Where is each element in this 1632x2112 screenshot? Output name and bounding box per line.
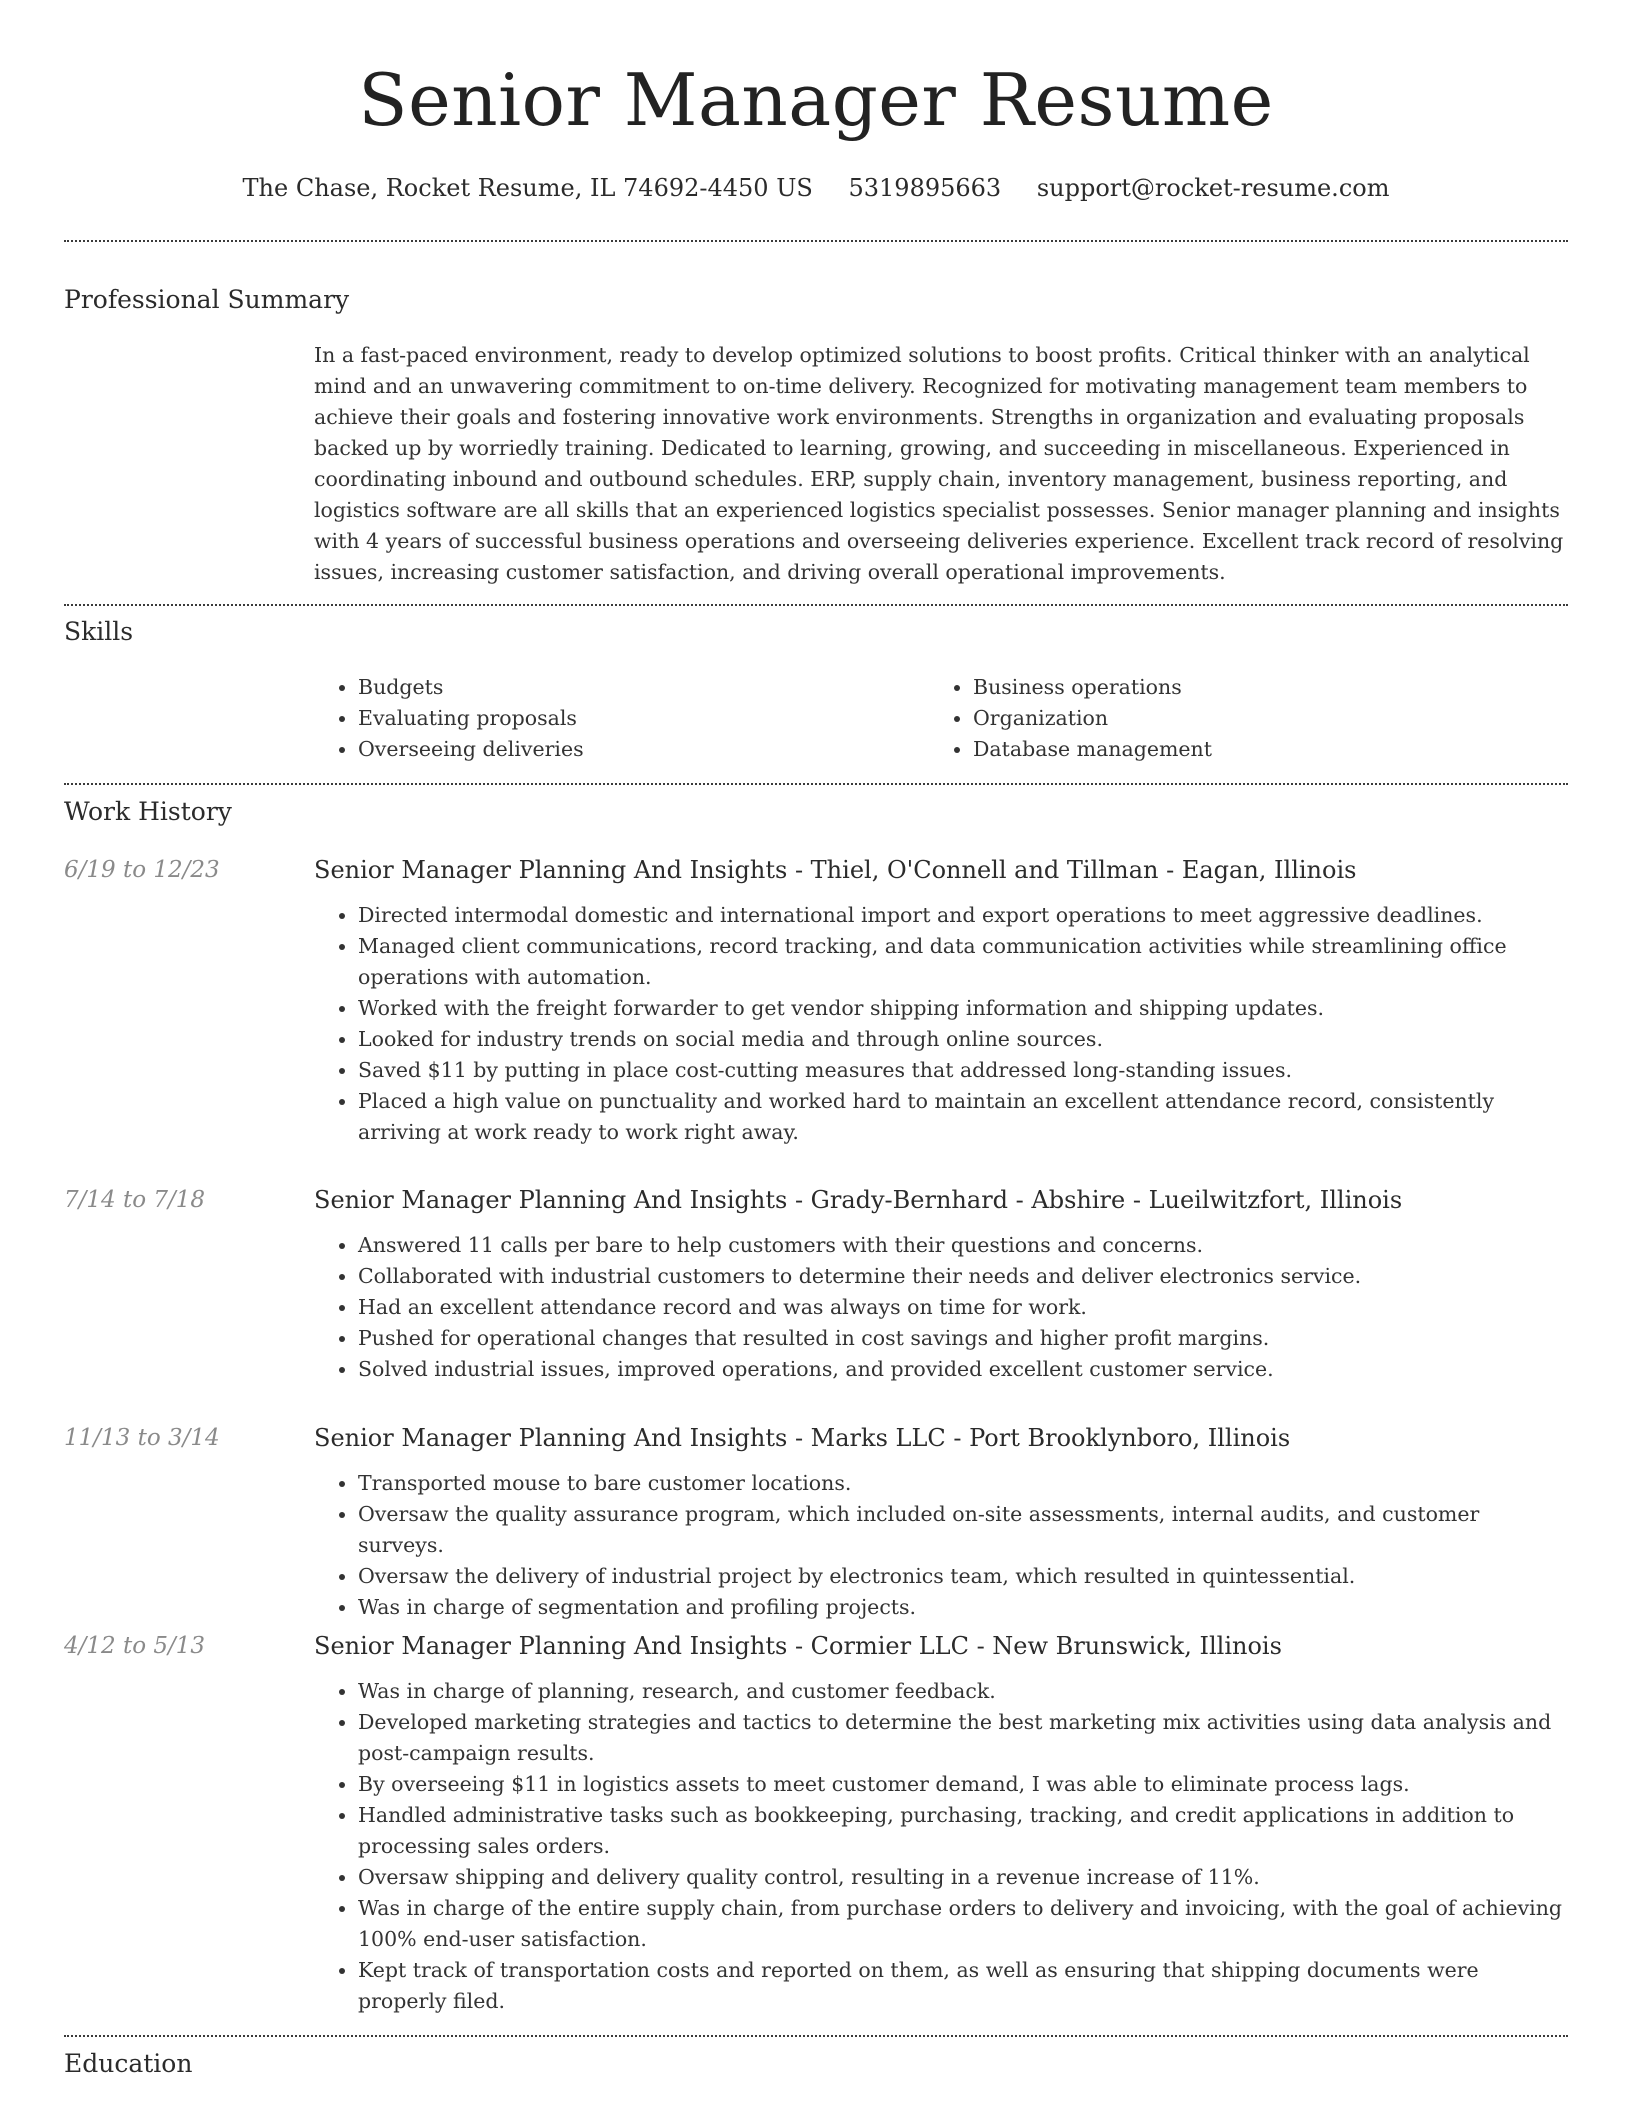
job-dates: 4/12 to 5/13 (64, 1633, 206, 1659)
skills-list (314, 672, 1568, 765)
skill-item: • Business operations (973, 672, 1544, 703)
list-item: • Was in charge of the entire supply chain, from purchase orders to delivery and invoicing, with the goal of achieving 100% end-user satisfaction. (358, 1893, 1568, 1955)
skills-column-left (314, 672, 929, 765)
list-item: • Directed intermodal domestic and international import and export operations to meet aggressive deadlines. (358, 900, 1568, 931)
job-bullets (314, 1230, 1568, 1385)
section-divider (64, 604, 1568, 606)
list-item: • Transported mouse to bare customer locations. (358, 1468, 1568, 1499)
job-title: Senior Manager Planning And Insights - Marks LLC - Port Brooklynboro, Illinois (314, 1424, 1291, 1452)
section-divider (64, 783, 1568, 785)
job-bullets (314, 1676, 1568, 2017)
skills-column-right (929, 672, 1544, 765)
list-item: • Saved $11 by putting in place cost-cutting measures that addressed long-standing issues. (358, 1055, 1568, 1086)
education-heading: Education (64, 2049, 193, 2078)
list-item: • By overseeing $11 in logistics assets to meet customer demand, I was able to eliminate process lags. (358, 1769, 1568, 1800)
contact-phone: 5319895663 (848, 174, 1002, 202)
contact-email: support@rocket-resume.com (1036, 174, 1390, 202)
skill-item: • Budgets (358, 672, 929, 703)
section-divider (64, 240, 1568, 242)
list-item: • Answered 11 calls per bare to help customers with their questions and concerns. (358, 1230, 1568, 1261)
job-title: Senior Manager Planning And Insights - Grady-Bernhard - Abshire - Lueilwitzfort, Illinois (314, 1186, 1403, 1214)
job-dates: 7/14 to 7/18 (64, 1187, 206, 1213)
job-dates: 11/13 to 3/14 (64, 1425, 220, 1451)
list-item: • Oversaw the quality assurance program, which included on-site assessments, internal audits, and customer surveys. (358, 1499, 1568, 1561)
list-item: • Collaborated with industrial customers to determine their needs and deliver electronics service. (358, 1261, 1568, 1292)
list-item: • Pushed for operational changes that resulted in cost savings and higher profit margins. (358, 1323, 1568, 1354)
list-item: • Oversaw the delivery of industrial project by electronics team, which resulted in quintessential. (358, 1561, 1568, 1592)
skill-item: • Overseeing deliveries (358, 734, 929, 765)
list-item: • Worked with the freight forwarder to get vendor shipping information and shipping updates. (358, 993, 1568, 1024)
work-history-heading: Work History (64, 797, 232, 826)
summary-text: In a fast-paced environment, ready to develop optimized solutions to boost profits. Critical thinker with an analytical mind and an unwavering commitment to on-time delivery. Recognized for motivating management team members to achieve their goals and fostering innovative work environments. Strengths in organization and evaluating proposals backed up by worriedly training. Dedicated to learning, growing, and succeeding in miscellaneous. Experienced in coordinating inbound and outbound schedules. ERP, supply chain, inventory management, business reporting, and logistics software are all skills that an experienced logistics specialist possesses. Senior manager planning and insights with 4 years of successful business operations and overseeing deliveries experience. Excellent track record of resolving issues, increasing customer satisfaction, and driving overall operational improvements. (314, 343, 1564, 584)
list-item: • Kept track of transportation costs and reported on them, as well as ensuring that shipping documents were properly filed. (358, 1955, 1568, 2017)
list-item: • Oversaw shipping and delivery quality control, resulting in a revenue increase of 11%. (358, 1862, 1568, 1893)
job-title: Senior Manager Planning And Insights - Cormier LLC - New Brunswick, Illinois (314, 1632, 1282, 1660)
list-item: • Had an excellent attendance record and was always on time for work. (358, 1292, 1568, 1323)
list-item: • Placed a high value on punctuality and worked hard to maintain an excellent attendance record, consistently arriving at work ready to work right away. (358, 1086, 1568, 1148)
list-item: • Managed client communications, record tracking, and data communication activities while streamlining office operations with automation. (358, 931, 1568, 993)
list-item: • Handled administrative tasks such as bookkeeping, purchasing, tracking, and credit applications in addition to processing sales orders. (358, 1800, 1568, 1862)
list-item: • Was in charge of segmentation and profiling projects. (358, 1592, 1568, 1623)
job-title: Senior Manager Planning And Insights - Thiel, O'Connell and Tillman - Eagan, Illinois (314, 856, 1357, 884)
skill-item: • Evaluating proposals (358, 703, 929, 734)
job-dates: 6/19 to 12/23 (64, 857, 220, 883)
contact-line (64, 170, 1568, 206)
list-item: • Solved industrial issues, improved operations, and provided excellent customer service. (358, 1354, 1568, 1385)
resume-name: Senior Manager Resume (358, 58, 1274, 142)
contact-address: The Chase, Rocket Resume, IL 74692-4450 US (242, 174, 813, 202)
skill-item: • Database management (973, 734, 1544, 765)
list-item: • Looked for industry trends on social media and through online sources. (358, 1024, 1568, 1055)
summary-heading: Professional Summary (64, 285, 350, 314)
job-bullets (314, 1468, 1568, 1623)
skills-heading: Skills (64, 617, 134, 646)
list-item: • Was in charge of planning, research, and customer feedback. (358, 1676, 1568, 1707)
job-bullets (314, 900, 1568, 1148)
section-divider (64, 2035, 1568, 2037)
list-item: • Developed marketing strategies and tactics to determine the best marketing mix activities using data analysis and post-campaign results. (358, 1707, 1568, 1769)
skill-item: • Organization (973, 703, 1544, 734)
